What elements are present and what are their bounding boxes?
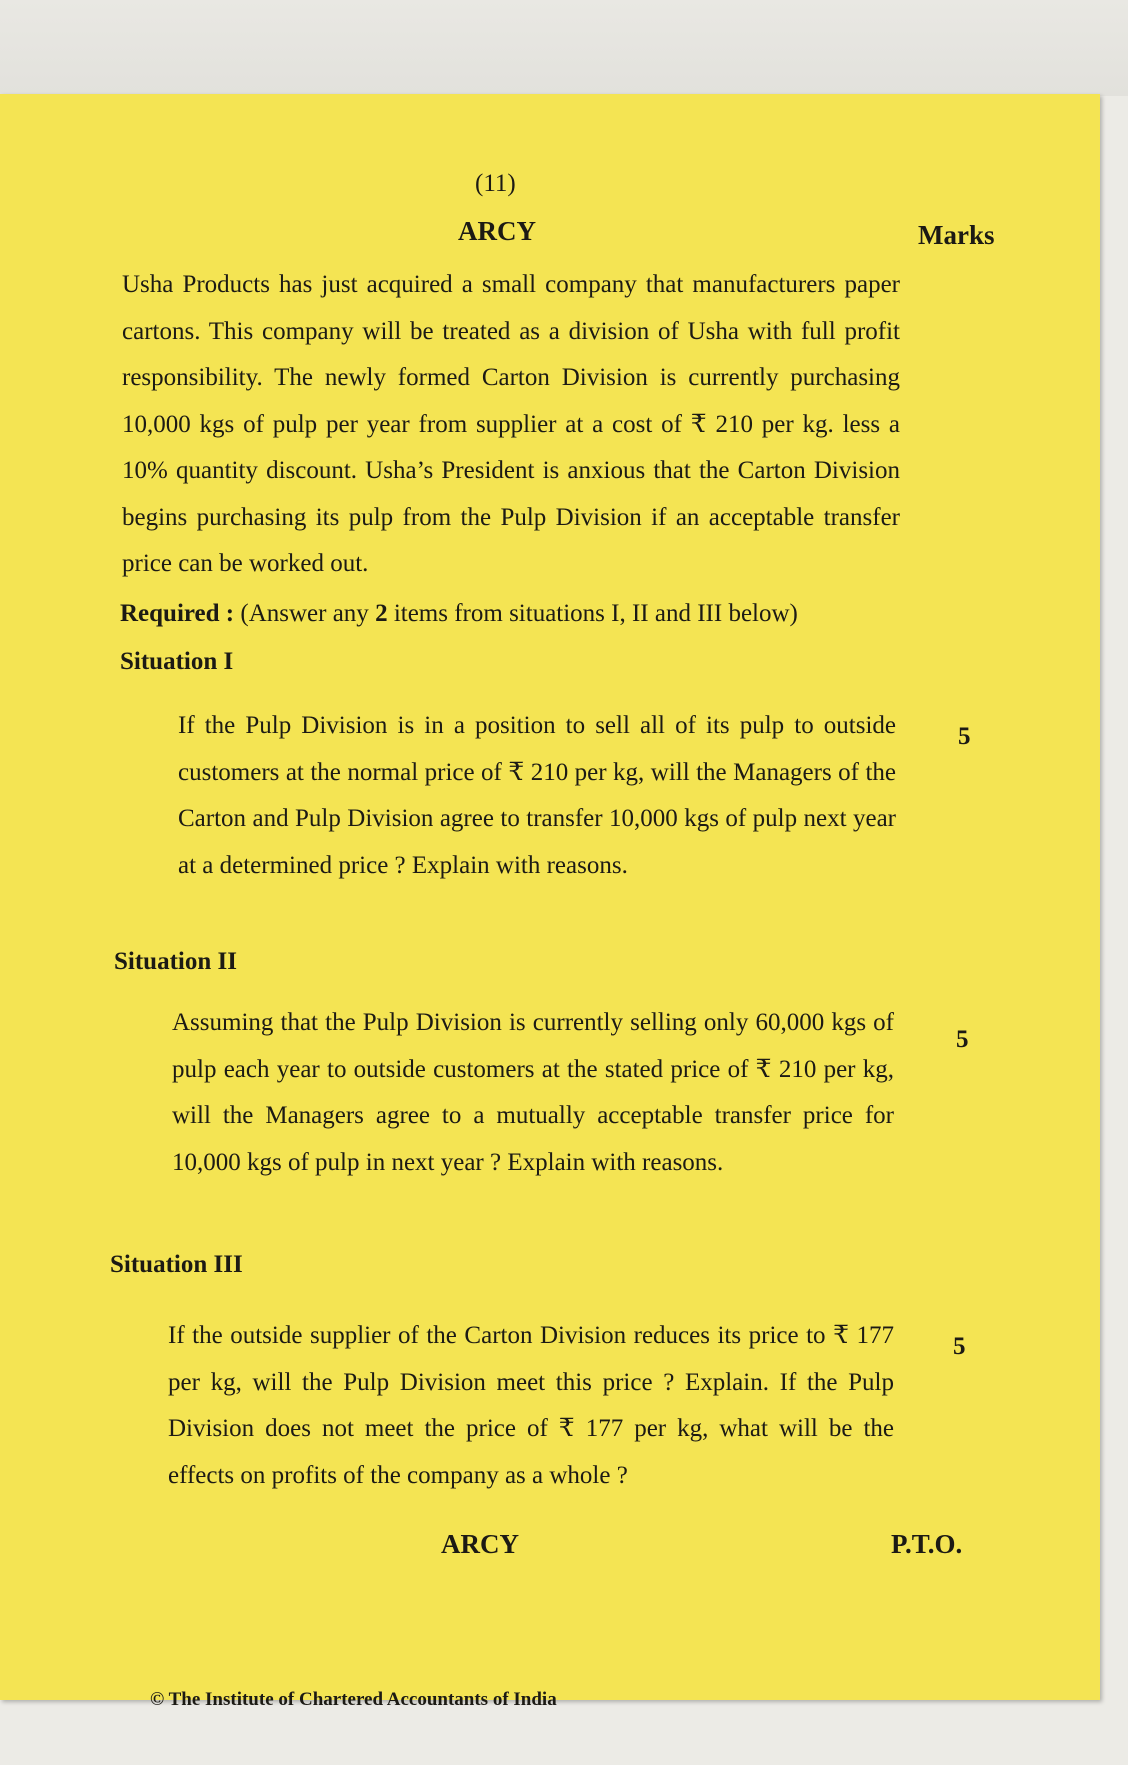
- question-intro: Usha Products has just acquired a small company that manufacturers paper cartons. This company will be treated as a division of Usha with full profit responsibility. The newly formed Carton Division is currently purchasing 10,000 kgs of pulp per year from supplier at a cost of ₹ 210 per kg. less a 10% quantity discount. Usha’s President is anxious that the Carton Division begins purchasing its pulp from the Pulp Division if an acceptable transfer price can be worked out.: [122, 271, 900, 577]
- required-count: 2: [375, 600, 388, 627]
- page-number: (11): [475, 170, 516, 197]
- situation-2-marks: 5: [956, 1026, 969, 1053]
- required-text: (Answer any: [234, 600, 376, 627]
- footer-paper-code: ARCY: [441, 1529, 519, 1559]
- scan-top-strip: [0, 0, 1128, 96]
- situation-2-title: Situation II: [114, 948, 237, 975]
- situation-3-title: Situation III: [110, 1251, 243, 1278]
- please-turn-over: P.T.O.: [891, 1529, 963, 1559]
- marks-column-heading: Marks: [918, 220, 995, 250]
- situation-1-text: If the Pulp Division is in a position to sell all of its pulp to outside customers at the normal price of ₹ 210 per kg, will the Managers of the Carton and Pulp Division agree to transfer 10,000 kgs of pulp next year at a determined price ? Explain with reasons.: [178, 712, 896, 879]
- required-instruction: [120, 600, 798, 628]
- situation-3-marks: 5: [953, 1333, 966, 1360]
- situation-1-title: Situation I: [120, 648, 234, 675]
- situation-2-text: Assuming that the Pulp Division is currently selling only 60,000 kgs of pulp each year to outside customers at the stated price of ₹ 210 per kg, will the Managers agree to a mutually acceptable transfer price for 10,000 kgs of pulp in next year ? Explain with reasons.: [172, 1009, 894, 1176]
- required-label: Required :: [120, 600, 235, 627]
- copyright-notice: © The Institute of Chartered Accountants of India: [150, 1689, 557, 1710]
- situation-1-marks: 5: [958, 723, 971, 750]
- required-text-end: items from situations I, II and III below): [387, 600, 798, 627]
- situation-3-text: If the outside supplier of the Carton Division reduces its price to ₹ 177 per kg, will the Pulp Division meet this price ? Explain. If the Pulp Division does not meet the price of ₹ 177 per kg, what will be the effects on profits of the company as a whole ?: [168, 1322, 894, 1489]
- paper-code-header: ARCY: [458, 216, 536, 246]
